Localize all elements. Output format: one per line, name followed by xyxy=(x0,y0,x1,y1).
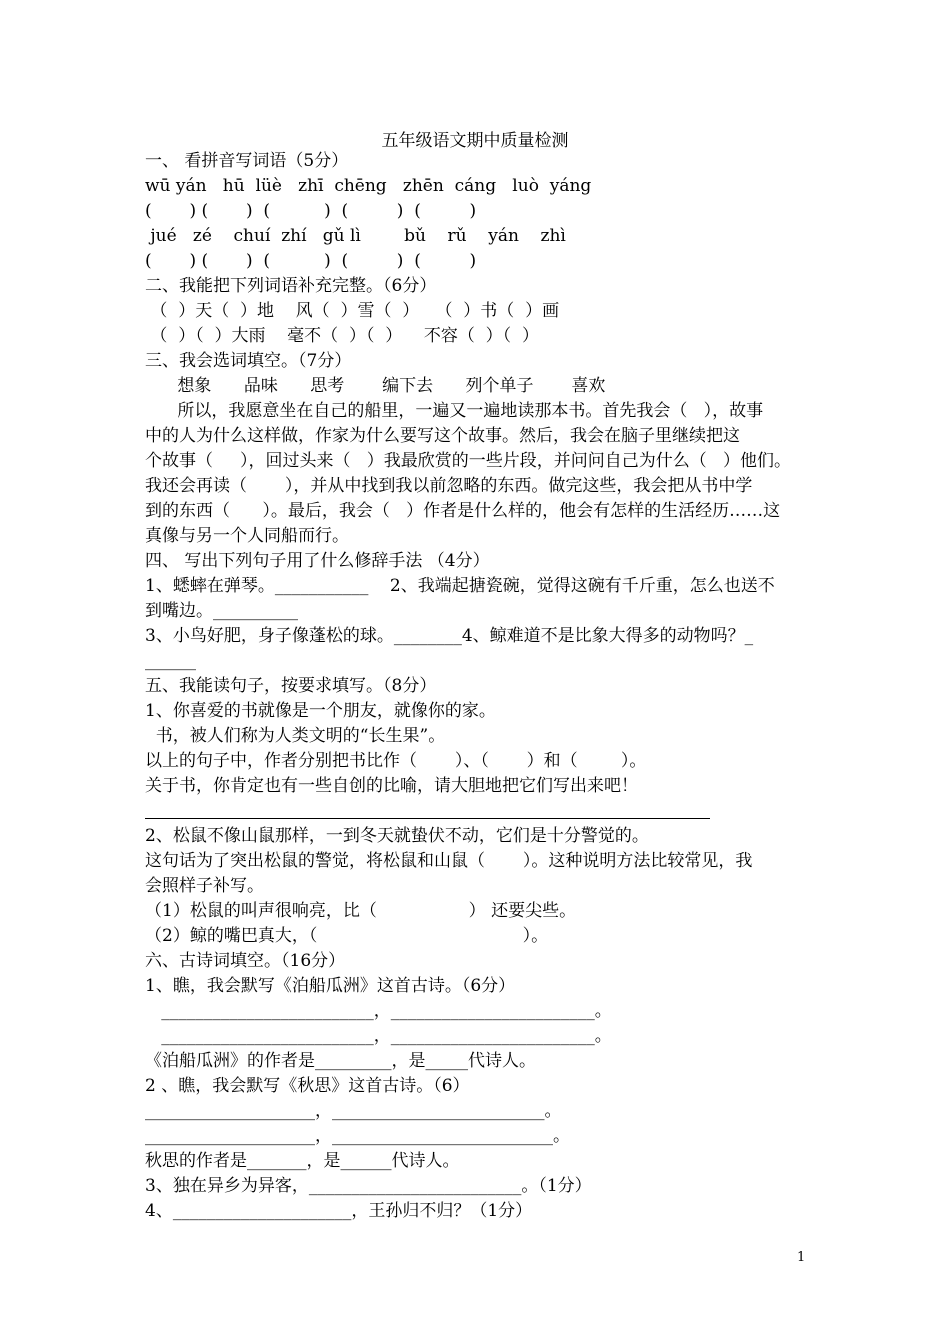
section-2-heading: 二、我能把下列词语补充完整。（6分） xyxy=(145,276,437,296)
pinyin-row-2: jué zé chuí zhí gǔ lì bǔ rǔ yán zhì xyxy=(145,226,566,246)
imitation-item-1: （1）松鼠的叫声很响亮，比（ ） 还要尖些。 xyxy=(145,901,577,921)
section-5-heading: 五、我能读句子，按要求填写。（8分） xyxy=(145,676,437,696)
word-bank: 想象 品味 思考 编下去 列个单子 喜欢 xyxy=(145,376,606,396)
blanks-row-2: ( ) ( ) ( ) ( ) ( ) xyxy=(145,251,477,271)
reading-sentence-1: 1、你喜爱的书就像是一个朋友，就像你的家。 xyxy=(145,701,496,721)
section-3-heading: 三、我会选词填空。（7分） xyxy=(145,351,352,371)
reading-question-1: 以上的句子中，作者分别把书比作（ ）、（ ）和（ ）。 xyxy=(145,751,647,771)
imitation-item-2: （2）鲸的嘴巴真大，（ ）。 xyxy=(145,926,549,946)
idiom-row-1: （ ）天（ ）地 风（ ）雪（ ） （ ）书（ ）画 xyxy=(145,301,560,321)
poem-2-blank-line: ____________________，__________________________。 xyxy=(145,1126,570,1146)
reading-sentence-3: 2、松鼠不像山鼠那样，一到冬天就蛰伏不动，它们是十分警觉的。 xyxy=(145,826,649,846)
passage-line: 真像与另一个人同船而行。 xyxy=(145,526,349,546)
page-number: 1 xyxy=(797,1250,806,1265)
section-6-heading: 六、古诗词填空。（16分） xyxy=(145,951,346,971)
section-1-heading: 一、 看拼音写词语（5分） xyxy=(145,151,349,171)
section-4-heading: 四、 写出下列句子用了什么修辞手法 （4分） xyxy=(145,551,490,571)
reading-question-3-cont: 会照样子补写。 xyxy=(145,876,264,896)
pinyin-row-1: wū yán hū lüè zhī chēng zhēn cáng luò yáng xyxy=(145,176,592,196)
reading-question-2: 关于书，你肯定也有一些自创的比喻，请大胆地把它们写出来吧！ xyxy=(145,776,638,796)
poem-2-blank-line: ____________________，_________________________。 xyxy=(145,1101,562,1121)
rhetoric-q2-cont: 到嘴边。__________ xyxy=(145,601,298,621)
poem-1-blank-line: _________________________，________________________。 xyxy=(145,1001,612,1021)
passage-line: 到的东西（ ）。最后，我会（ ）作者是什么样的，他会有怎样的生活经历……这 xyxy=(145,501,781,521)
rhetoric-q1-q2: 1、蟋蟀在弹琴。___________ 2、我端起搪瓷碗，觉得这碗有千斤重，怎么也送不 xyxy=(145,576,775,596)
poem-1-author: 《泊船瓜洲》的作者是_________，是_____代诗人。 xyxy=(145,1051,536,1071)
reading-sentence-2: 书，被人们称为人类文明的“长生果”。 xyxy=(145,726,446,746)
poem-4-line: 4、_____________________，王孙归不归？（1分） xyxy=(145,1201,533,1221)
passage-line: 我还会再读（ ），并从中找到我以前忽略的东西。做完这些，我会把从书中学 xyxy=(145,476,753,496)
answer-line xyxy=(145,818,710,819)
blanks-row-1: ( ) ( ) ( ) ( ) ( ) xyxy=(145,201,477,221)
reading-question-3: 这句话为了突出松鼠的警觉，将松鼠和山鼠（ ）。这种说明方法比较常见，我 xyxy=(145,851,753,871)
poem-1-blank-line: _________________________，________________________。 xyxy=(145,1026,612,1046)
passage-line: 所以，我愿意坐在自己的船里，一遍又一遍地读那本书。首先我会（ ），故事 xyxy=(145,401,764,421)
rhetoric-q3-q4: 3、小鸟好肥，身子像蓬松的球。________4、鲸难道不是比象大得多的动物吗？_ xyxy=(145,626,754,646)
page-title: 五年级语文期中质量检测 xyxy=(381,131,569,151)
poem-2-author: 秋思的作者是_______，是______代诗人。 xyxy=(145,1151,460,1171)
poem-1-prompt: 1、瞧，我会默写《泊船瓜洲》这首古诗。（6分） xyxy=(145,976,516,996)
idiom-row-2: （ ）（ ）大雨 毫不（ ）（ ） 不容（ ）（ ） xyxy=(145,326,539,346)
passage-line: 个故事（ ），回过头来（ ）我最欣赏的一些片段，并问问自己为什么（ ）他们。 xyxy=(145,451,791,471)
poem-3-line: 3、独在异乡为异客，_________________________。（1分） xyxy=(145,1176,592,1196)
passage-line: 中的人为什么这样做，作家为什么要写这个故事。然后，我会在脑子里继续把这 xyxy=(145,426,740,446)
poem-2-prompt: 2 、瞧，我会默写《秋思》这首古诗。（6） xyxy=(145,1076,470,1096)
rhetoric-q4-cont: ______ xyxy=(145,651,196,671)
